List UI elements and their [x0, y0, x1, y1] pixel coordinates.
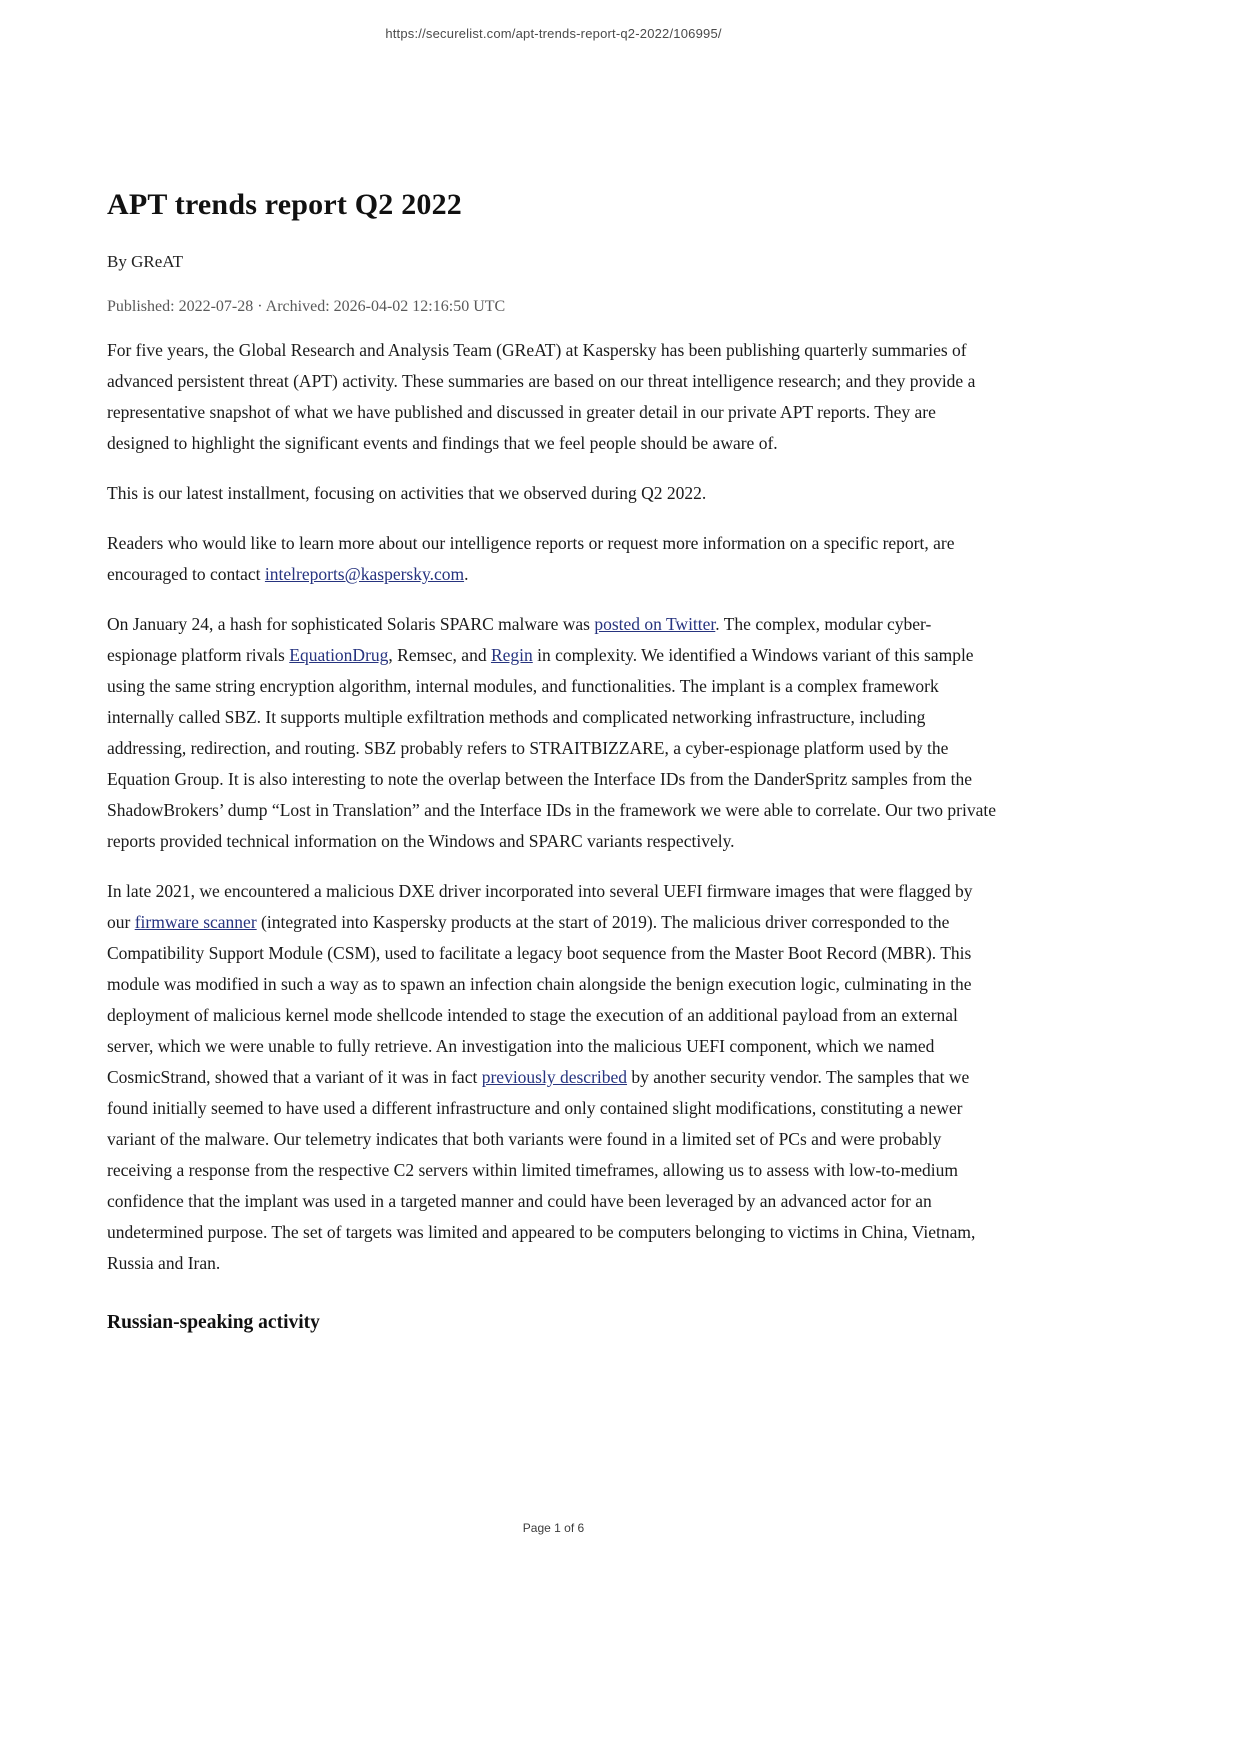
inline-link[interactable]: firmware scanner [134, 912, 257, 932]
section-heading: Russian-speaking activity [107, 1312, 320, 1333]
paragraph [107, 876, 1000, 1279]
paragraph-text: . The complex, modular cyber-espionage platform rivals [107, 614, 932, 665]
print-header-url: https://securelist.com/apt-trends-report-q2-2022/106995/ [385, 26, 722, 41]
paragraph-text: This is our latest installment, focusing on activities that we observed during Q2 2022. [107, 483, 707, 503]
paragraph [107, 528, 1000, 590]
paragraph [107, 478, 1000, 509]
article-title: APT trends report Q2 2022 [107, 188, 462, 221]
inline-link[interactable]: intelreports@kaspersky.com [264, 564, 465, 584]
paragraph-text: . [464, 564, 469, 584]
paragraph-text: In late 2021, we encountered a malicious DXE driver incorporated into several UEFI firmware images that were flagged by our [107, 881, 973, 932]
inline-link[interactable]: EquationDrug [289, 645, 389, 665]
paragraph-text: For five years, the Global Research and Analysis Team (GReAT) at Kaspersky has been publishing quarterly summaries of advanced persistent threat (APT) activity. These summaries are based on our threat intelligence research; and they provide a representative snapshot of what we have published and discussed in greater detail in our private APT reports. They are designed to highlight the significant events and findings that we feel people should be aware of. [107, 340, 976, 453]
paragraph-text: On January 24, a hash for sophisticated Solaris SPARC malware was [107, 614, 595, 634]
paragraph-text: (integrated into Kaspersky products at the start of 2019). The malicious driver corresponded to the Compatibility Support Module (CSM), used to facilitate a legacy boot sequence from the Master Boot Record (MBR). This module was modified in such a way as to spawn an infection chain alongside the benign execution logic, culminating in the deployment of malicious kernel mode shellcode intended to stage the execution of an additional payload from an external server, which we were unable to fully retrieve. An investigation into the malicious UEFI component, which we named CosmicStrand, showed that a variant of it was in fact [107, 912, 972, 1087]
article-body [107, 335, 1000, 1279]
publish-meta: Published: 2022-07-28 · Archived: 2026-04-02 12:16:50 UTC [107, 298, 506, 315]
inline-link[interactable]: Regin [490, 645, 533, 665]
article [107, 0, 1000, 1334]
paragraph-text: Readers who would like to learn more about our intelligence reports or request more information on a specific report, are encouraged to contact [107, 533, 955, 584]
paragraph-text: in complexity. We identified a Windows variant of this sample using the same string encryption algorithm, internal modules, and functionalities. The implant is a complex framework internally called SBZ. It supports multiple exfiltration methods and complicated networking infrastructure, including addressing, redirection, and routing. SBZ probably refers to STRAITBIZZARE, a cyber-espionage platform used by the Equation Group. It is also interesting to note the overlap between the Interface IDs from the DanderSpritz samples from the ShadowBrokers’ dump “Lost in Translation” and the Interface IDs in the framework we were able to correlate. Our two private reports provided technical information on the Windows and SPARC variants respectively. [107, 645, 996, 851]
paragraph-text: by another security vendor. The samples that we found initially seemed to have used a different infrastructure and only contained slight modifications, constituting a newer variant of the malware. Our telemetry indicates that both variants were found in a limited set of PCs and were probably receiving a response from the respective C2 servers within limited timeframes, allowing us to assess with low-to-medium confidence that the implant was used in a targeted manner and could have been leveraged by an advanced actor for an undetermined purpose. The set of targets was limited and appeared to be computers belonging to victims in China, Vietnam, Russia and Iran. [107, 1067, 976, 1273]
page-footer: Page 1 of 6 [522, 1521, 585, 1535]
paragraph-text: , Remsec, and [388, 645, 491, 665]
inline-link[interactable]: previously described [481, 1067, 628, 1087]
byline: By GReAT [107, 252, 184, 271]
paragraph [107, 609, 1000, 857]
paragraph [107, 335, 1000, 459]
inline-link[interactable]: posted on Twitter [594, 614, 716, 634]
